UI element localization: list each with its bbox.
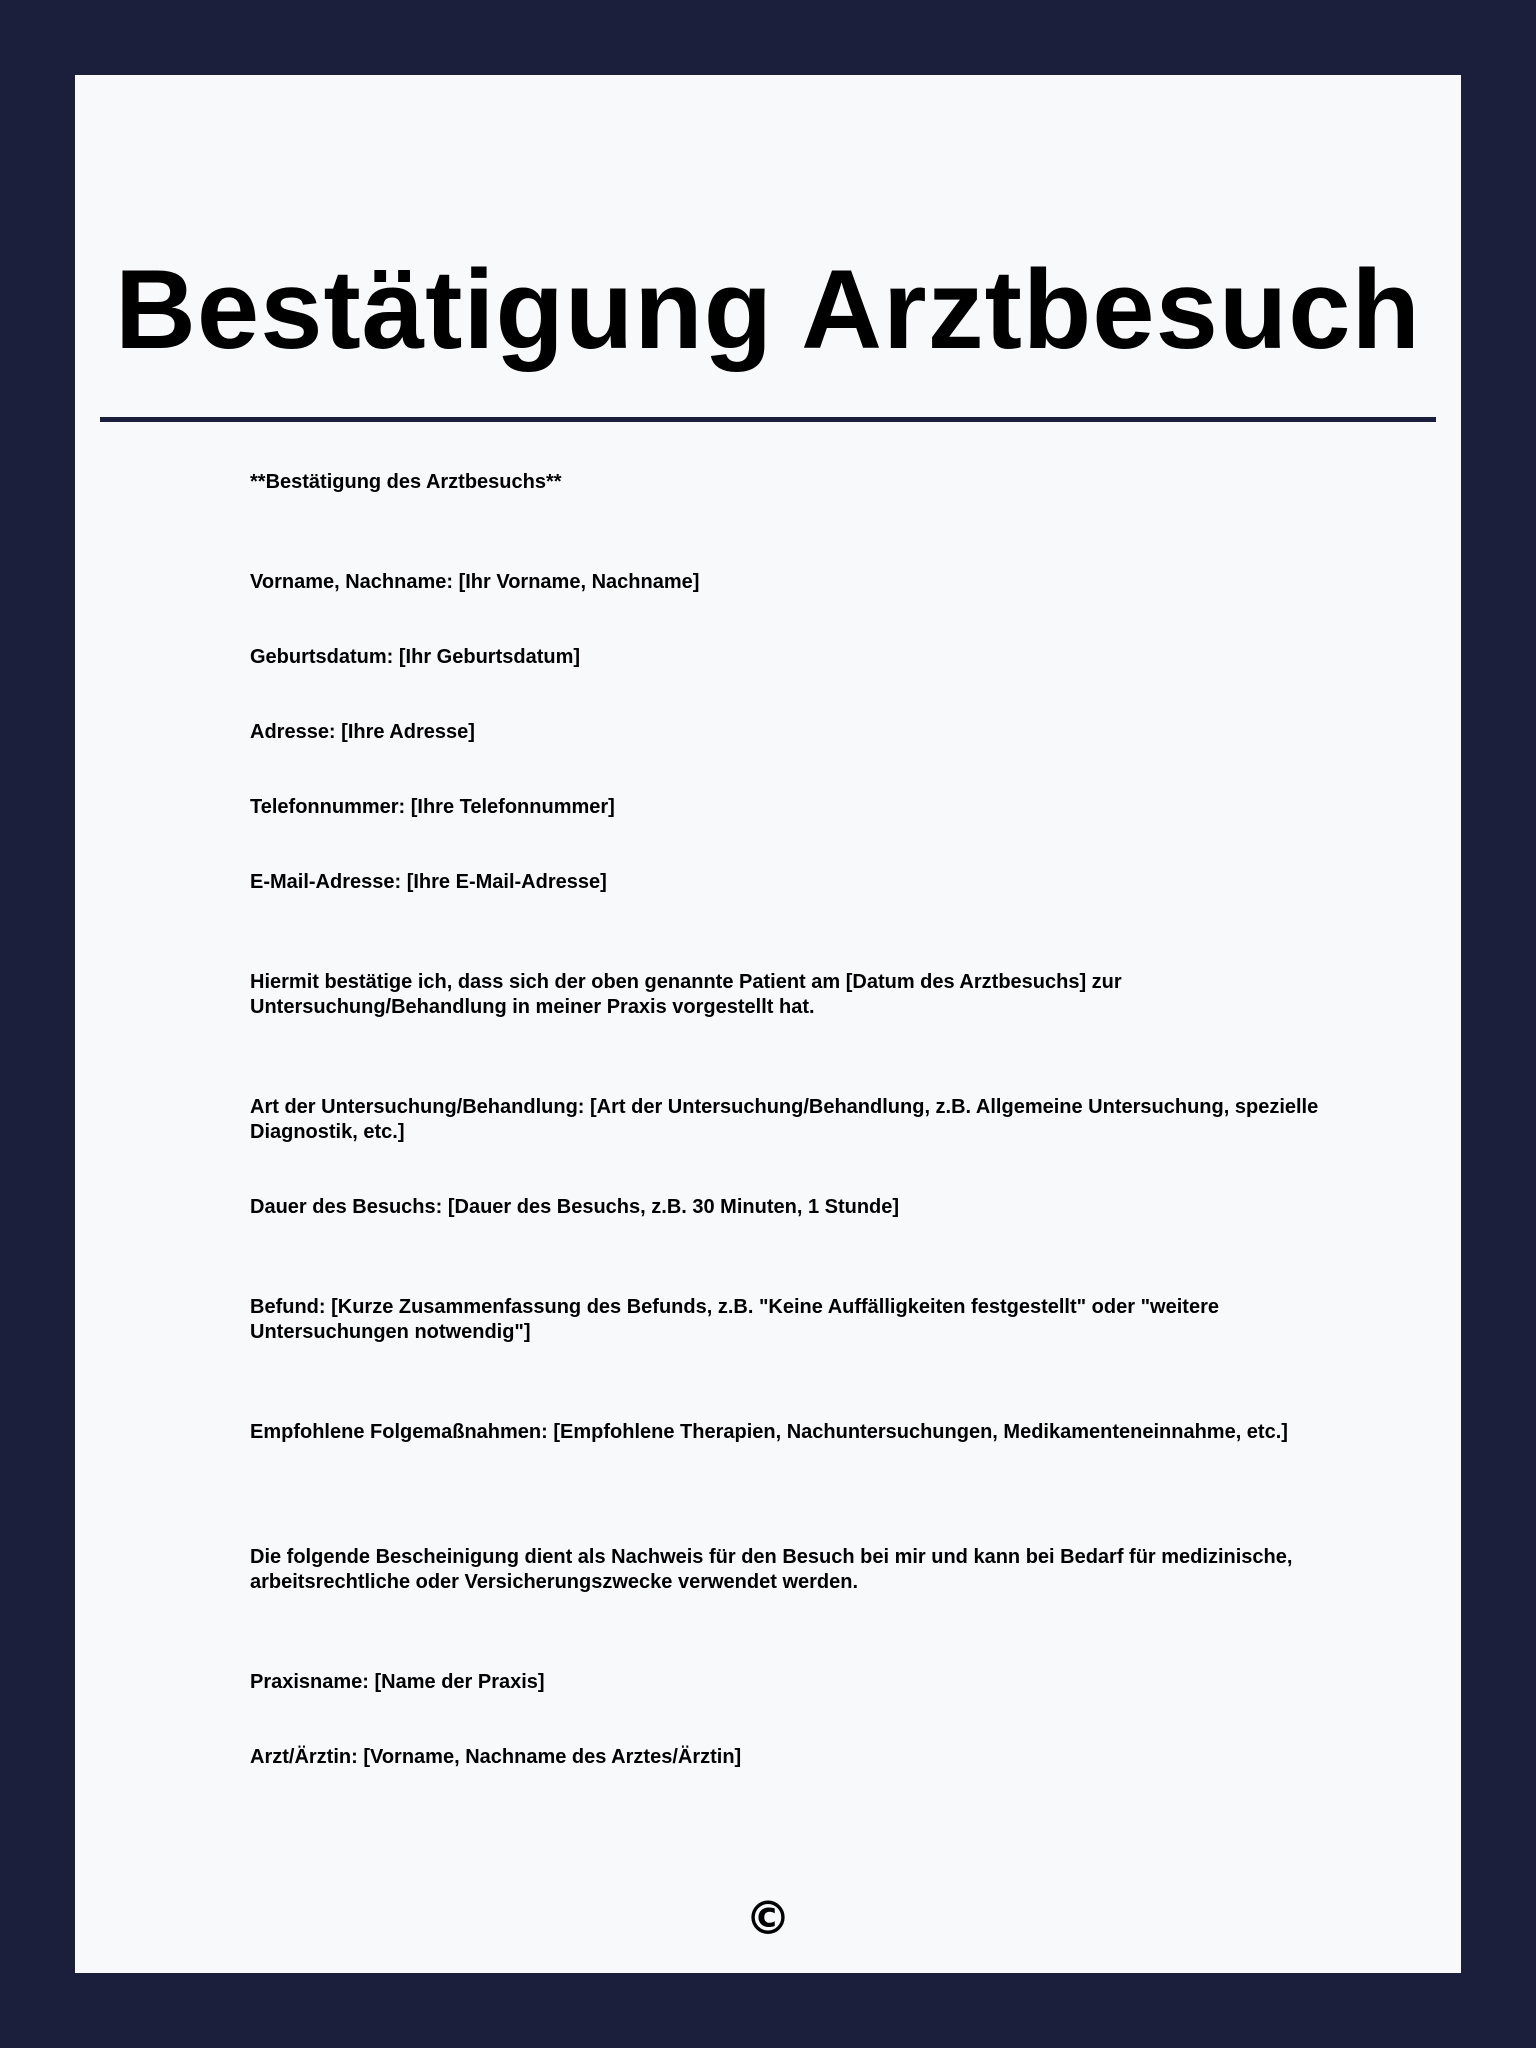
purpose-paragraph: Die folgende Bescheinigung dient als Nachweis für den Besuch bei mir und kann bei Bedarf für medizinische, arbeitsrechtliche oder Versicherungszwecke verwendet werden.: [250, 1546, 1293, 1593]
visit-duration: Dauer des Besuchs: [Dauer des Besuchs, z.B. 30 Minuten, 1 Stunde]: [250, 1196, 900, 1218]
document-heading: **Bestätigung des Arztbesuchs**: [250, 471, 562, 493]
practice-name: Praxisname: [Name der Praxis]: [250, 1671, 545, 1693]
field-name: Vorname, Nachname: [Ihr Vorname, Nachname]: [250, 571, 700, 593]
field-email: E-Mail-Adresse: [Ihre E-Mail-Adresse]: [250, 871, 607, 893]
doctor-name: Arzt/Ärztin: [Vorname, Nachname des Arztes/Ärztin]: [250, 1746, 742, 1768]
field-phone: Telefonnummer: [Ihre Telefonnummer]: [250, 796, 615, 818]
field-address: Adresse: [Ihre Adresse]: [250, 721, 475, 743]
confirmation-paragraph: Hiermit bestätige ich, dass sich der oben genannte Patient am [Datum des Arztbesuchs] zur Untersuchung/Behandlung in meiner Praxis vorgestellt hat.: [250, 971, 1122, 1018]
copyright-icon: ©: [745, 1891, 791, 1945]
finding-paragraph: Befund: [Kurze Zusammenfassung des Befunds, z.B. "Keine Auffälligkeiten festgestellt" oder "weitere Untersuchungen notwendig"]: [250, 1296, 1219, 1343]
title-divider: [100, 417, 1436, 422]
document-page: [75, 75, 1461, 1973]
field-birthdate: Geburtsdatum: [Ihr Geburtsdatum]: [250, 646, 581, 668]
recommendations-paragraph: Empfohlene Folgemaßnahmen: [Empfohlene Therapien, Nachuntersuchungen, Medikamenteneinnahme, etc.]: [250, 1421, 1288, 1443]
examination-type: Art der Untersuchung/Behandlung: [Art der Untersuchung/Behandlung, z.B. Allgemeine Untersuchung, spezielle Diagnostik, etc.]: [250, 1096, 1319, 1143]
document-title: Bestätigung Arztbesuch: [115, 247, 1421, 372]
